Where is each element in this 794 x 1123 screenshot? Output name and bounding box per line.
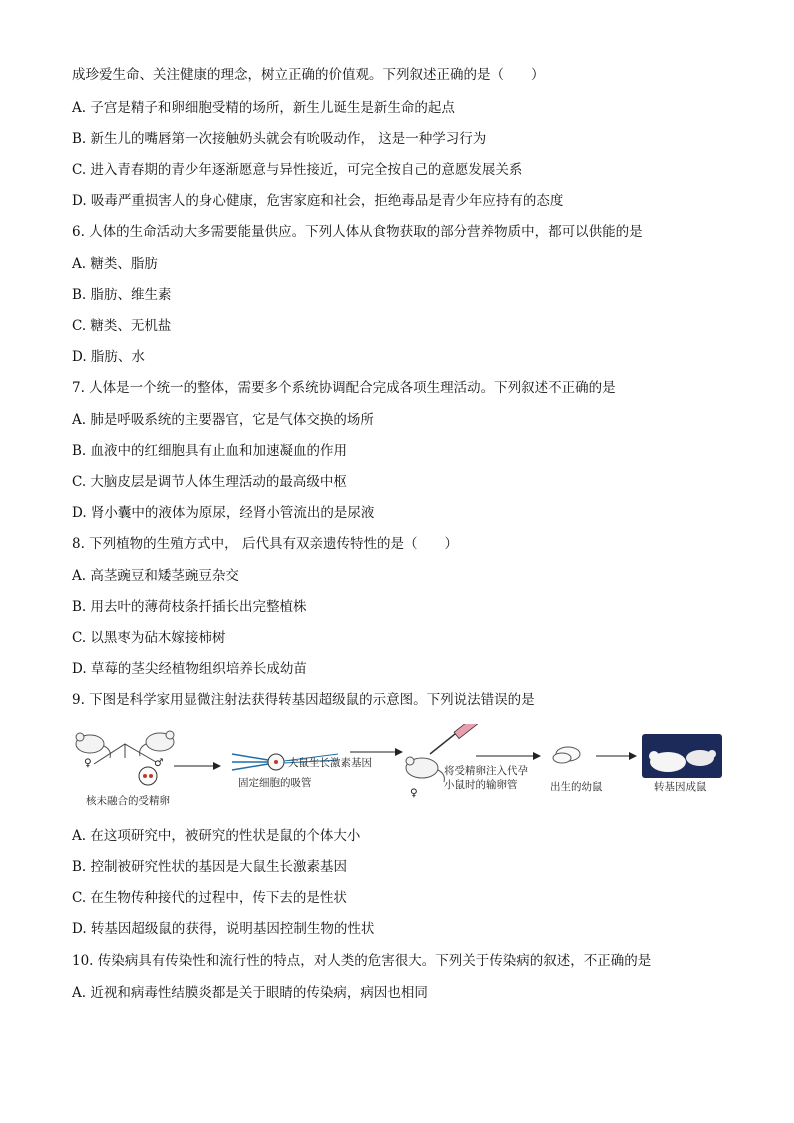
- label-inject-1: 将受精卵注入代孕: [444, 765, 528, 777]
- q5-option-d: D. 吸毒严重损害人的身心健康，危害家庭和社会，拒绝毒品是青少年应持有的态度: [72, 193, 564, 209]
- q7-option-d: D. 肾小囊中的液体为原尿，经肾小管流出的是尿液: [72, 505, 375, 521]
- q7-option-c: C. 大脑皮层是调节人体生理活动的最高级中枢: [72, 474, 347, 490]
- label-pipette: 固定细胞的吸管: [238, 777, 312, 789]
- transgenic-mouse-diagram: [70, 724, 726, 824]
- transgenic-adult-mice-icon: [642, 734, 722, 778]
- q6-option-b: B. 脂肪、维生素: [72, 287, 172, 303]
- fertilized-egg-icon: [139, 767, 157, 785]
- q8-stem: 8. 下列植物的生殖方式中， 后代具有双亲遗传特性的是（ ）: [72, 536, 458, 552]
- male-symbol-icon: ♂: [154, 757, 164, 769]
- q7-option-b: B. 血液中的红细胞具有止血和加速凝血的作用: [72, 443, 348, 459]
- q7-option-a: A. 肺是呼吸系统的主要器官，它是气体交换的场所: [72, 412, 374, 428]
- q9-option-a: A. 在这项研究中，被研究的性状是鼠的个体大小: [72, 828, 361, 844]
- label-gene: 大鼠生长激素基因: [288, 757, 372, 769]
- q5-option-a: A. 子宫是精子和卵细胞受精的场所，新生儿诞生是新生命的起点: [72, 100, 455, 116]
- q5-option-b: B. 新生儿的嘴唇第一次接触奶头就会有吮吸动作， 这是一种学习行为: [72, 131, 487, 147]
- q8-option-b: B. 用去叶的薄荷枝条扦插长出完整植株: [72, 599, 307, 615]
- label-egg: 核未融合的受精卵: [86, 795, 170, 807]
- newborn-pup-icon: [553, 747, 580, 763]
- q9-option-c: C. 在生物传种接代的过程中，传下去的是性状: [72, 890, 347, 906]
- label-pup: 出生的幼鼠: [550, 781, 603, 793]
- q5-option-c: C. 进入青春期的青少年逐渐愿意与异性接近，可完全按自己的意愿发展关系: [72, 162, 523, 178]
- q7-stem: 7. 人体是一个统一的整体，需要多个系统协调配合完成各项生理活动。下列叙述不正确的是: [72, 380, 616, 396]
- q9-option-d: D. 转基因超级鼠的获得，说明基因控制生物的性状: [72, 921, 375, 937]
- q6-option-a: A. 糖类、脂肪: [72, 256, 158, 272]
- q10-stem: 10. 传染病具有传染性和流行性的特点，对人类的危害很大。下列关于传染病的叙述，不正确的是: [72, 953, 652, 969]
- q10-option-a: A. 近视和病毒性结膜炎都是关于眼睛的传染病，病因也相同: [72, 985, 428, 1001]
- q8-option-a: A. 高茎豌豆和矮茎豌豆杂交: [72, 568, 239, 584]
- q5-stem-tail: 成珍爱生命、关注健康的理念，树立正确的价值观。下列叙述正确的是（ ）: [72, 67, 545, 83]
- q9-option-b: B. 控制被研究性状的基因是大鼠生长激素基因: [72, 859, 348, 875]
- q9-stem: 9. 下图是科学家用显微注射法获得转基因超级鼠的示意图。下列说法错误的是: [72, 692, 535, 708]
- female-symbol-icon: ♀: [84, 757, 92, 769]
- q6-stem: 6. 人体的生命活动大多需要能量供应。下列人体从食物获取的部分营养物质中，都可以供能的是: [72, 224, 643, 240]
- q8-option-c: C. 以黑枣为砧木嫁接柿树: [72, 630, 226, 646]
- label-inject-2: 小鼠时的输卵管: [444, 779, 518, 791]
- q6-option-d: D. 脂肪、水: [72, 349, 145, 365]
- q8-option-d: D. 草莓的茎尖经植物组织培养长成幼苗: [72, 661, 307, 677]
- q6-option-c: C. 糖类、无机盐: [72, 318, 172, 334]
- parent-mice-icon: [76, 731, 174, 769]
- label-adult: 转基因成鼠: [654, 781, 707, 793]
- female-symbol-2-icon: ♀: [410, 787, 418, 799]
